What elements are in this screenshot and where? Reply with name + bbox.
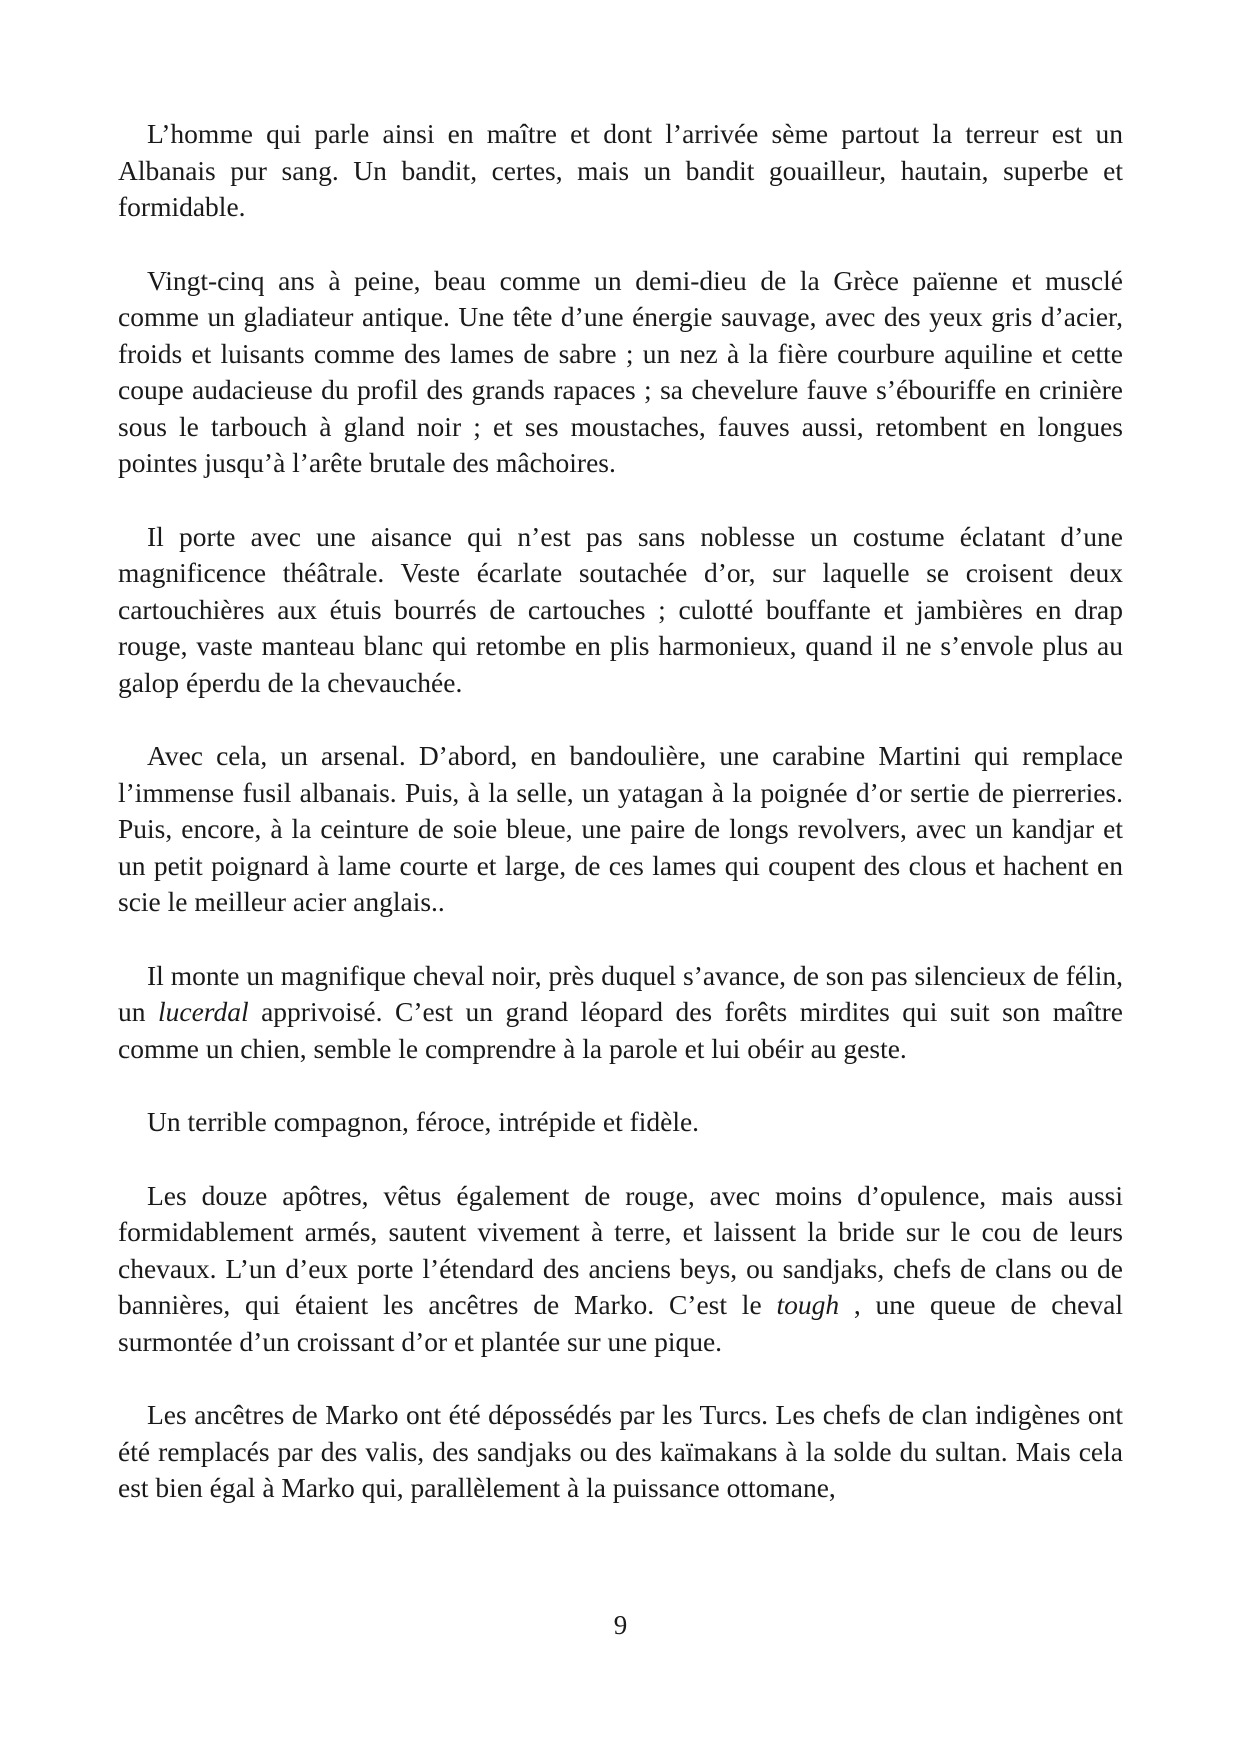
paragraph-4: Avec cela, un arsenal. D’abord, en bandoulière, une carabine Martini qui remplace l’immense fusil albanais. Puis, à la selle, un yatagan à la poignée d’or sertie de pierreries. Puis, encore, à la ceinture de soie bleue, une paire de longs revolvers, avec un kandjar et un petit poignard à lame courte et large, de ces lames qui coupent des clous et hachent en scie le meilleur acier anglais.. <box>118 740 1123 917</box>
paragraph-5 <box>118 958 1123 1068</box>
paragraph-8: Les ancêtres de Marko ont été dépossédés par les Turcs. Les chefs de clan indigènes ont été remplacés par des valis, des sandjaks ou des kaïmakans à la solde du sultan. Mais cela est bien égal à Marko qui, parallèlement à la puissance ottomane, <box>118 1399 1123 1503</box>
page-body <box>118 116 1123 1507</box>
paragraph-5-text-a: Il monte un magnifique cheval noir, près duquel s’avance, de son pas silencieux de félin, un <box>118 959 1123 1027</box>
paragraph-5-text-b: apprivoisé. C’est un grand léopard des forêts mirdites qui suit son maître comme un chien, semble le comprendre à la parole et lui obéir au geste. <box>118 996 1124 1064</box>
paragraph-7-italic: tough <box>776 1289 840 1320</box>
paragraph-7 <box>118 1178 1123 1361</box>
paragraph-5-italic: lucerdal <box>157 996 249 1027</box>
paragraph-6: Un terrible compagnon, féroce, intrépide et fidèle. <box>147 1106 700 1137</box>
paragraph-3: Il porte avec une aisance qui n’est pas sans noblesse un costume éclatant d’une magnificence théâtrale. Veste écarlate soutachée d’or, sur laquelle se croisent deux cartouchières aux étuis bourrés de cartouches ; culotté bouffante et jambières en drap rouge, vaste manteau blanc qui retombe en plis harmonieux, quand il ne s’envole plus au galop éperdu de la chevauchée. <box>118 520 1123 698</box>
paragraph-2: Vingt-cinq ans à peine, beau comme un demi-dieu de la Grèce païenne et musclé comme un gladiateur antique. Une tête d’une énergie sauvage, avec des yeux gris d’acier, froids et luisants comme des lames de sabre ; un nez à la fière courbure aquiline et cette coupe audacieuse du profil des grands rapaces ; sa chevelure fauve s’ébouriffe en crinière sous le tarbouch à gland noir ; et ses moustaches, fauves aussi, retombent en longues pointes jusqu’à l’arête brutale des mâchoires. <box>118 264 1123 478</box>
paragraph-7-text-b: , une queue de cheval surmontée d’un croissant d’or et plantée sur une pique. <box>118 1289 1123 1357</box>
paragraph-1: L’homme qui parle ainsi en maître et dont l’arrivée sème partout la terreur est un Albanais pur sang. Un bandit, certes, mais un bandit gouailleur, hautain, superbe et formidable. <box>118 118 1123 222</box>
paragraph-7-text-a: Les douze apôtres, vêtus également de rouge, avec moins d’opulence, mais aussi formidablement armés, sautent vivement à terre, et laissent la bride sur le cou de leurs chevaux. L’un d’eux porte l’étendard des anciens beys, ou sandjaks, chefs de clans ou de bannières, qui étaient les ancêtres de Marko. C’est le <box>118 1179 1123 1320</box>
page-number: 9 <box>613 1610 628 1640</box>
